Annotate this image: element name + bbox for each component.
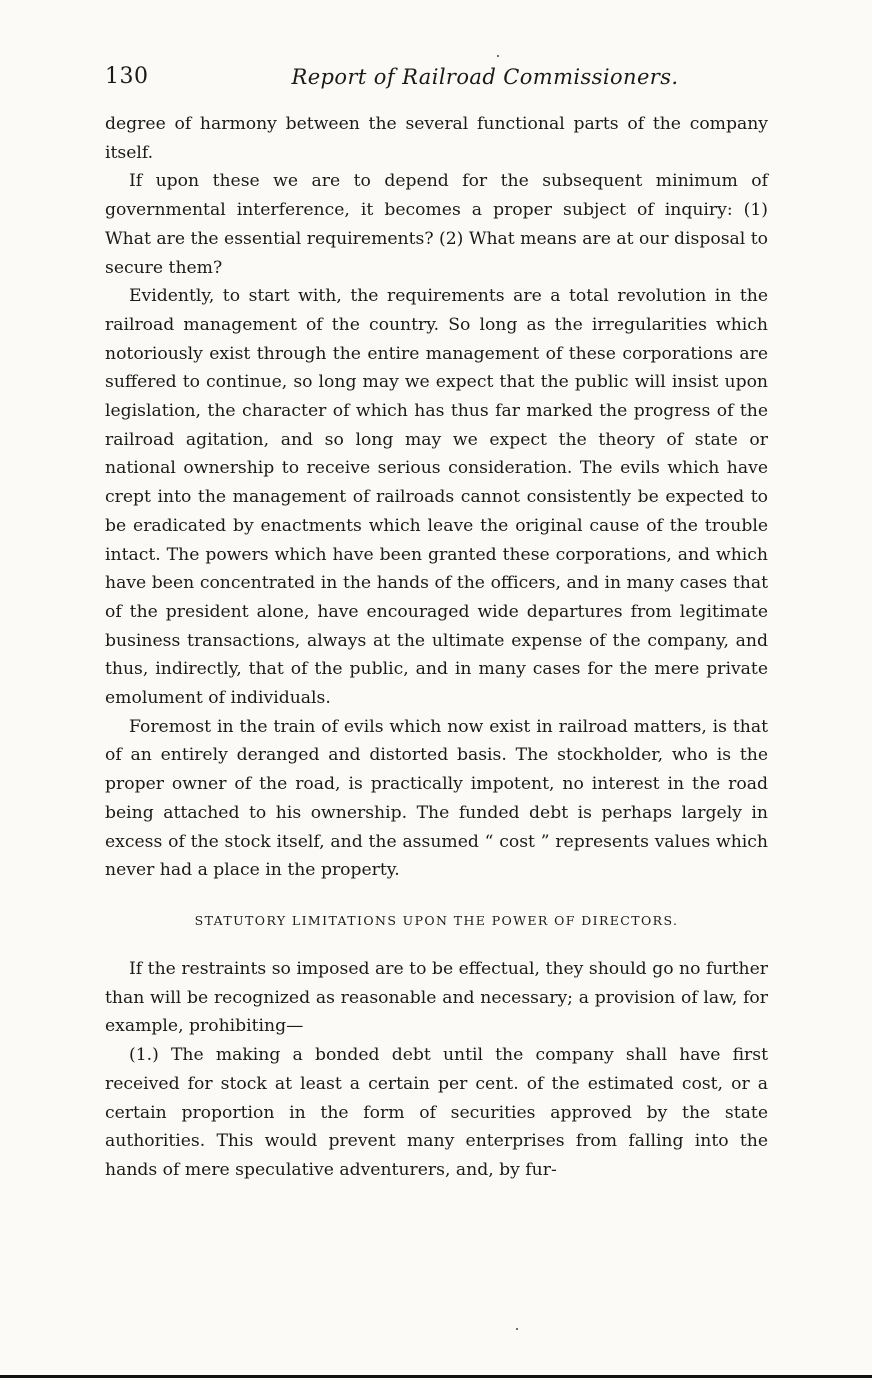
print-speck <box>516 1328 518 1330</box>
paragraph-restraints: If the restraints so imposed are to be effectual, they should go no further than will be recognized as reasonable and necessary; a provision of law, for example, prohibiting— <box>105 958 768 1037</box>
running-title: Report of Railroad Commissioners. <box>291 65 679 89</box>
paragraph-bonded-debt: (1.) The making a bonded debt until the company shall have first received for stock at least a certain per cent. of the estimated cost, or a certain proportion in the form of securities approved by the state authorities. This would prevent many enterprises from falling into the hands of mere speculative adventurers, and, by fur- <box>105 1045 768 1180</box>
page-number: 130 <box>105 64 149 89</box>
paragraph-evils: Foremost in the train of evils which now exist in railroad matters, is that of an entirely deranged and distorted basis. The stockholder, who is the proper owner of the road, is practically impotent, no interest in the road being attached to his ownership. The funded debt is perhaps largely in excess of the stock itself, and the assumed “ cost ” represents values which never had a place in the property. <box>105 716 768 881</box>
print-speck <box>497 55 499 57</box>
section-heading: STATUTORY LIMITATIONS UPON THE POWER OF DIRECTORS. <box>194 912 679 928</box>
paragraph-continued: degree of harmony between the several functional parts of the company itself. <box>105 114 768 163</box>
paragraph-inquiry: If upon these we are to depend for the subsequent minimum of governmental interference, it becomes a proper subject of inquiry: (1) What are the essential requirements? (2) What means are at our disposal to secure them? <box>105 171 769 278</box>
page-bottom-edge <box>0 1375 872 1378</box>
page-header <box>105 60 770 100</box>
paragraph-requirements: Evidently, to start with, the requirements are a total revolution in the railroad management of the country. So long as the irregularities which notoriously exist through the entire management of these corporations are suffered to continue, so long may we expect that the public will insist upon legislation, the character of which has thus far marked the progress of the railroad agitation, and so long may we expect the theory of state or national ownership to receive serious consideration. The evils which have crept into the management of railroads cannot consistently be expected to be eradicated by enactments which leave the original cause of the trouble intact. The powers which have been granted these corporations, and which have been concentrated in the hands of the officers, and in many cases that of the president alone, have encouraged wide departures from legitimate business transactions, always at the ultimate expense of the company, and thus, indirectly, that of the public, and in many cases for the mere private emolument of individuals. <box>105 286 768 709</box>
body-text <box>105 110 768 1185</box>
